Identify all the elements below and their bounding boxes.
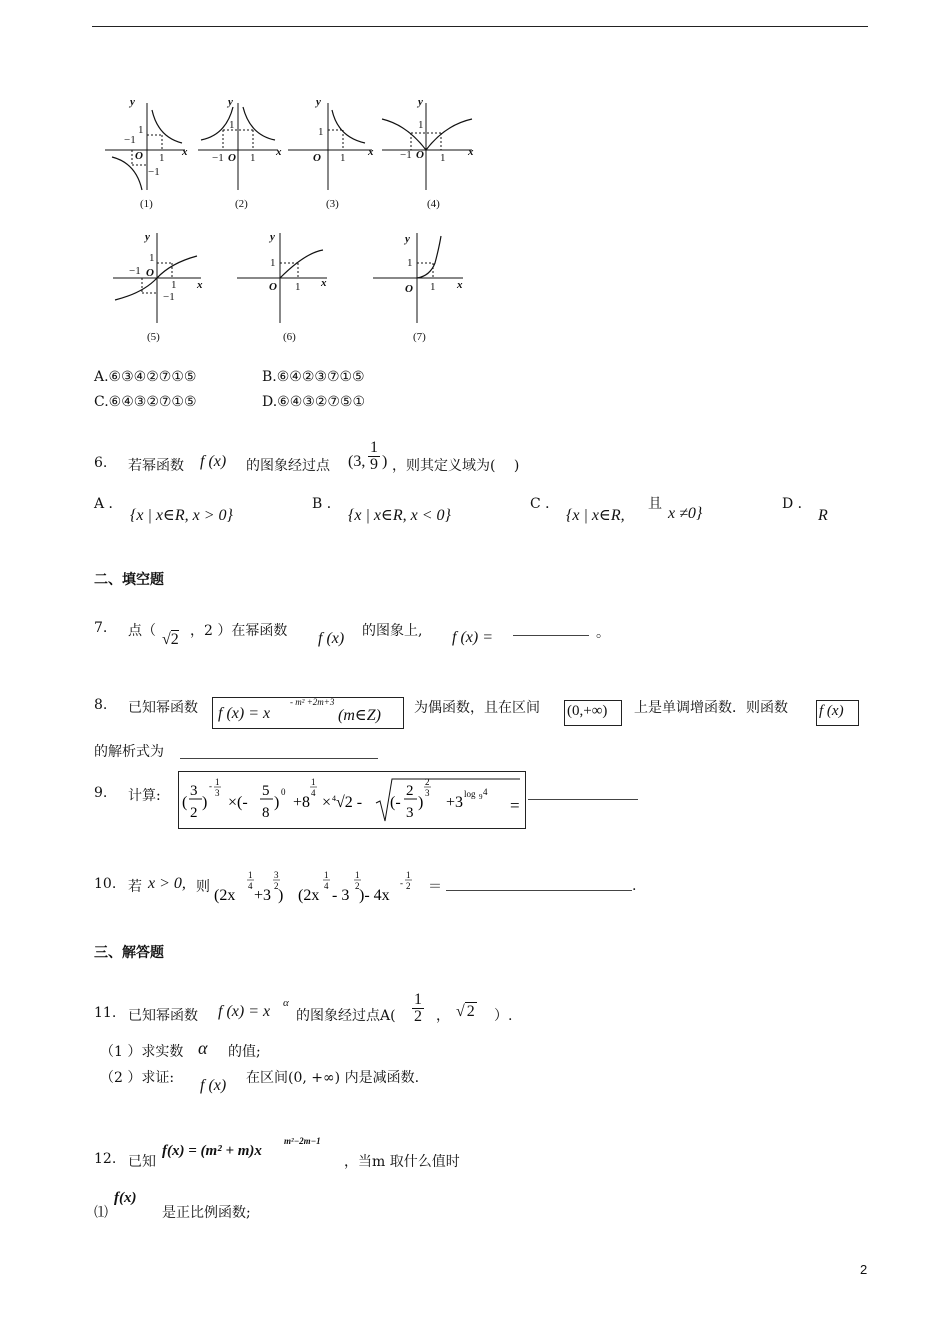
q11-comma: ， (436, 1008, 450, 1024)
svg-text:×(-: ×(- (228, 794, 248, 811)
graph-6-x-label: x (321, 277, 327, 289)
graph-2-tick: −1 (212, 152, 224, 164)
graph-4-caption: (4) (427, 198, 440, 210)
sqrt-sign-icon: √ (162, 631, 171, 648)
q11-part-2-fx: f (x) (200, 1077, 227, 1094)
q12-part-1b: 是正比例函数; (162, 1205, 251, 1221)
q11-alpha: α (283, 997, 289, 1009)
svg-text:3: 3 (190, 783, 198, 799)
svg-text:9: 9 (479, 793, 483, 801)
q6-a-label: A ． (94, 496, 123, 512)
q7-text-3: 的图象上, (362, 623, 423, 639)
graph-4-y-label: y (418, 96, 423, 108)
q6-b-label: B ． (312, 496, 341, 512)
svg-text:log: log (464, 789, 476, 799)
q7-answer-blank[interactable] (513, 635, 589, 636)
q7-end: 。 (596, 625, 610, 641)
graph-5 (113, 231, 203, 343)
q5-option-d: D.⑥④③②⑦⑤① (262, 394, 366, 410)
q10-answer-blank[interactable] (446, 890, 632, 891)
q11-text-1: 已知幂函数 (128, 1008, 198, 1024)
svg-text:)- 4x: )- 4x (359, 887, 390, 904)
graph-1-tick: 1 (138, 124, 144, 136)
q9-expression (180, 773, 525, 827)
q11-sqrt (456, 1003, 477, 1021)
svg-text:+3: +3 (254, 887, 272, 904)
q6-point-den: 9 (370, 456, 378, 473)
q9-answer-blank[interactable] (528, 799, 638, 800)
q8-line-2: 的解析式为 (94, 744, 164, 760)
q6-fx: f (x) (200, 453, 227, 470)
q11-text-3: ）. (494, 1008, 513, 1024)
svg-text:=: = (510, 796, 520, 815)
q11-part-1b: 的值; (228, 1044, 261, 1060)
graph-1-tick: 1 (159, 152, 165, 164)
graphs-row-2 (105, 228, 475, 348)
svg-text:2: 2 (355, 881, 360, 891)
graph-6-tick: 1 (295, 281, 301, 293)
q6-c-label: C ． (530, 496, 560, 512)
graph-5-tick: −1 (129, 265, 141, 277)
graph-1-caption: (1) (140, 198, 153, 210)
graph-6-origin: O (269, 281, 277, 293)
svg-text:3: 3 (425, 788, 430, 798)
q8-formula: f (x) = x (218, 705, 271, 722)
graph-4-origin: O (416, 149, 424, 161)
graph-2-tick: 1 (250, 152, 256, 164)
q6-text-3: ，则其定义域为( ) (392, 458, 520, 474)
graph-3 (288, 96, 374, 210)
q9-text-1: 计算: (128, 788, 161, 804)
graph-5-tick: 1 (171, 279, 177, 291)
q7-number: 7. (94, 620, 108, 636)
q8-text-1: 已知幂函数 (128, 700, 198, 716)
q7-text-2: ，2 ）在幂函数 (190, 623, 288, 639)
graph-4-tick: 1 (440, 152, 446, 164)
q7-fx-2: f (x) = (452, 629, 493, 646)
q11-point-num: 1 (414, 991, 422, 1008)
svg-text:×: × (322, 794, 332, 811)
q12-number: 12. (94, 1151, 117, 1167)
svg-text:(2x: (2x (214, 887, 236, 904)
svg-text:(-: (- (390, 794, 401, 811)
graph-4 (382, 96, 474, 210)
q11-point-fraction (412, 992, 424, 1025)
q6-point-pre: (3, (348, 453, 366, 470)
graph-6-y-label: y (270, 231, 275, 243)
section-2-title: 二、填空题 (94, 572, 164, 588)
q11-part-2b: 在区间(0, +∞) 内是减函数. (246, 1070, 420, 1086)
q6-option-d: R (818, 507, 828, 524)
q12-text-1: 已知 (128, 1154, 156, 1170)
q10-text-1: 若 (128, 879, 142, 895)
q8-number: 8. (94, 697, 108, 713)
q8-fx: f (x) (819, 703, 844, 719)
graph-7-y-label: y (405, 233, 410, 245)
svg-text:(2x: (2x (298, 887, 320, 904)
svg-text:4: 4 (332, 794, 336, 803)
svg-text:2: 2 (274, 881, 279, 891)
q8-text-2: 为偶函数，且在区间 (414, 700, 540, 716)
svg-text:+8: +8 (293, 794, 311, 811)
q6-point-num: 1 (370, 439, 378, 456)
svg-text:2: 2 (406, 881, 411, 891)
graph-5-y-label: y (145, 231, 150, 243)
svg-text:1: 1 (311, 777, 316, 787)
q6-number: 6. (94, 455, 108, 471)
q7-sqrt (162, 631, 179, 649)
q10-condition: x > 0, (148, 875, 186, 892)
svg-text:3: 3 (215, 788, 220, 798)
graph-5-tick: 1 (149, 252, 155, 264)
svg-text:): ) (418, 794, 424, 811)
q11-sqrt-value: 2 (466, 1003, 475, 1020)
q7-text-1: 点（ (128, 623, 156, 639)
graph-1-origin: O (135, 150, 143, 162)
q5-option-a: A.⑥③④②⑦①⑤ (94, 369, 197, 385)
graph-4-tick: −1 (400, 149, 412, 161)
q7-sqrt-value: 2 (170, 631, 179, 648)
graph-1 (105, 96, 188, 210)
graph-5-x-label: x (197, 279, 203, 291)
q11-number: 11. (94, 1005, 117, 1021)
svg-text:(: ( (182, 794, 188, 811)
svg-text:2: 2 (406, 783, 414, 799)
q6-text-2: 的图象经过点 (246, 458, 330, 474)
graphs-row-1 (100, 95, 480, 215)
graph-1-y-label: y (130, 96, 135, 108)
svg-text:-: - (209, 781, 212, 791)
svg-text:5: 5 (262, 783, 270, 799)
q5-option-b: B.⑥④②③⑦①⑤ (262, 369, 365, 385)
q6-option-a: {x | x∈R, x > 0} (130, 507, 233, 524)
svg-text:4: 4 (324, 881, 329, 891)
graph-3-tick: 1 (340, 152, 346, 164)
graph-7-tick: 1 (407, 257, 413, 269)
q10-expression (214, 866, 424, 906)
svg-text:): ) (202, 794, 208, 811)
svg-text:4: 4 (311, 788, 316, 798)
graph-4-x-label: x (468, 146, 474, 158)
q7-fx: f (x) (318, 630, 345, 647)
q11-part-1-alpha: α (198, 1038, 208, 1058)
q11-part-2a: （2 ）求证: (100, 1070, 175, 1086)
graph-3-y-label: y (316, 96, 321, 108)
graph-6 (237, 231, 327, 343)
section-3-title: 三、解答题 (94, 945, 164, 961)
svg-text:3: 3 (274, 870, 279, 880)
page-number: 2 (860, 1262, 868, 1277)
graph-3-origin: O (313, 152, 321, 164)
q10-end: . (632, 878, 637, 894)
graph-7 (373, 233, 463, 343)
svg-text:3: 3 (406, 805, 414, 821)
q11-point-den: 2 (414, 1008, 422, 1025)
svg-text:1: 1 (248, 870, 253, 880)
q9-number: 9. (94, 785, 108, 801)
svg-text:- 3: - 3 (332, 887, 350, 904)
graph-3-caption: (3) (326, 198, 339, 210)
svg-text:0: 0 (281, 787, 286, 797)
svg-text:8: 8 (262, 805, 270, 821)
svg-text:-: - (400, 878, 403, 888)
q6-point-fraction (368, 440, 380, 473)
q6-point-post: ) (382, 453, 388, 470)
svg-text:): ) (274, 794, 280, 811)
sqrt-sign-icon: √ (456, 1003, 465, 1020)
q10-text-2: 则 (196, 879, 210, 895)
graph-5-origin: O (146, 267, 154, 279)
q11-formula: f (x) = x (218, 1003, 271, 1020)
graph-7-origin: O (405, 283, 413, 295)
svg-text:2: 2 (425, 777, 430, 787)
q10-number: 10. (94, 876, 117, 892)
q6-option-c-2: x ≠0} (668, 505, 703, 522)
graph-2-x-label: x (276, 146, 282, 158)
graph-5-tick: −1 (163, 291, 175, 303)
graph-6-caption: (6) (283, 331, 296, 343)
graph-2-caption: (2) (235, 198, 248, 210)
q8-formula-2: (m∈Z) (338, 707, 381, 724)
q8-answer-blank[interactable] (180, 758, 378, 759)
graph-3-x-label: x (368, 146, 374, 158)
q8-text-3: 上是单调增函数．则函数 (634, 700, 788, 716)
svg-text:4: 4 (483, 787, 488, 797)
q5-option-c: C.⑥④③②⑦①⑤ (94, 394, 197, 410)
q6-d-label: D ． (782, 496, 812, 512)
svg-text:2: 2 (190, 805, 198, 821)
graph-2-tick: 1 (229, 119, 235, 131)
graph-7-tick: 1 (430, 281, 436, 293)
svg-text:1: 1 (215, 777, 220, 787)
graph-4-tick: 1 (418, 119, 424, 131)
svg-text:1: 1 (355, 870, 360, 880)
svg-text:+3: +3 (446, 794, 464, 811)
svg-text:1: 1 (324, 870, 329, 880)
graph-1-tick: −1 (124, 134, 136, 146)
svg-text:): ) (278, 887, 284, 904)
q8-exponent: - m² +2m+3 (290, 697, 335, 707)
graph-1-x-label: x (182, 146, 188, 158)
q12-part-1a: ⑴ (94, 1205, 108, 1221)
svg-text:√2 -: √2 - (336, 794, 363, 811)
graph-2-y-label: y (228, 96, 233, 108)
header-rule (92, 26, 868, 27)
graph-2-origin: O (228, 152, 236, 164)
q11-text-2: 的图象经过点A( (296, 1008, 396, 1024)
graph-3-tick: 1 (318, 126, 324, 138)
svg-text:1: 1 (406, 870, 411, 880)
q12-text-2: ，当m 取什么值时 (344, 1154, 460, 1170)
graph-7-caption: (7) (413, 331, 426, 343)
q8-interval: (0,+∞) (567, 703, 608, 719)
q11-part-1a: （1 ）求实数 (100, 1044, 184, 1060)
q12-part-1-fx: f(x) (114, 1190, 137, 1206)
graph-1-tick: −1 (148, 166, 160, 178)
svg-text:4: 4 (248, 881, 253, 891)
q6-option-b: {x | x∈R, x < 0} (348, 507, 451, 524)
graph-2 (198, 96, 282, 210)
q12-formula: f(x) = (m² + m)x (162, 1143, 262, 1159)
q6-option-c-qie: 且 (648, 496, 662, 512)
graph-7-x-label: x (457, 279, 463, 291)
q6-option-c-1: {x | x∈R, (566, 507, 625, 524)
graph-5-caption: (5) (147, 331, 160, 343)
graph-6-tick: 1 (270, 257, 276, 269)
q10-equals: ＝ (428, 879, 442, 895)
q6-text-1: 若幂函数 (128, 458, 184, 474)
q12-exponent: m²−2m−1 (284, 1136, 321, 1146)
